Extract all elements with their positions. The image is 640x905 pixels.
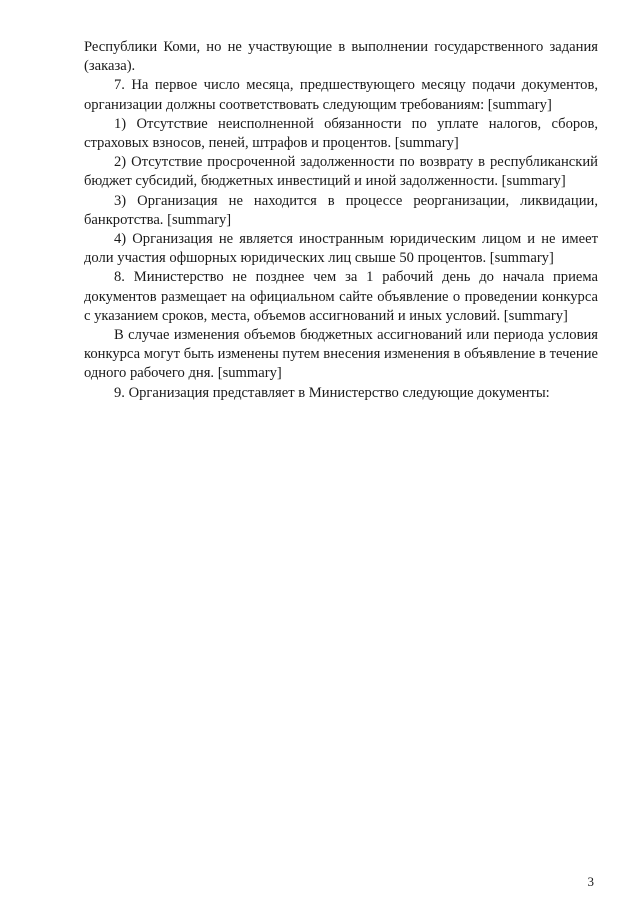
paragraph-item-1: 1) Отсутствие неисполненной обязанности по уплате налогов, сборов, страховых взносов, пеней, штрафов и процентов. [summary] bbox=[84, 115, 598, 152]
page-number: 3 bbox=[587, 874, 594, 889]
paragraph-section-7: 7. На первое число месяца, предшествующего месяцу подачи документов, организации должны соответствовать следующим требованиям: [summary] bbox=[84, 77, 598, 113]
paragraph-section-9: 9. Организация представляет в Министерство следующие документы: bbox=[114, 384, 550, 401]
paragraph-item-4: 4) Организация не является иностранным юридическим лицом и не имеет доли участия офшорных юридических лиц свыше 50 процентов. [summary] bbox=[84, 231, 598, 267]
paragraph-section-8: 8. Министерство не позднее чем за 1 рабочий день до начала приема документов размещает на официальном сайте объявление о проведении конкурса с указанием сроков, места, объемов ассигнований и иных условий. [summary] bbox=[84, 269, 598, 324]
paragraph-changes: В случае изменения объемов бюджетных ассигнований или периода условия конкурса могут быть изменены путем внесения изменения в объявление в течение одного рабочего дня. [summary] bbox=[84, 327, 598, 382]
paragraph-continuation: Республики Коми, но не участвующие в выполнении государственного задания (заказа). bbox=[84, 39, 598, 75]
paragraph-item-3: 3) Организация не находится в процессе реорганизации, ликвидации, банкротства. [summary] bbox=[84, 192, 598, 228]
paragraph-item-2: 2) Отсутствие просроченной задолженности по возврату в республиканский бюджет субсидий, бюджетных инвестиций и иной задолженности. [summary] bbox=[84, 154, 598, 190]
